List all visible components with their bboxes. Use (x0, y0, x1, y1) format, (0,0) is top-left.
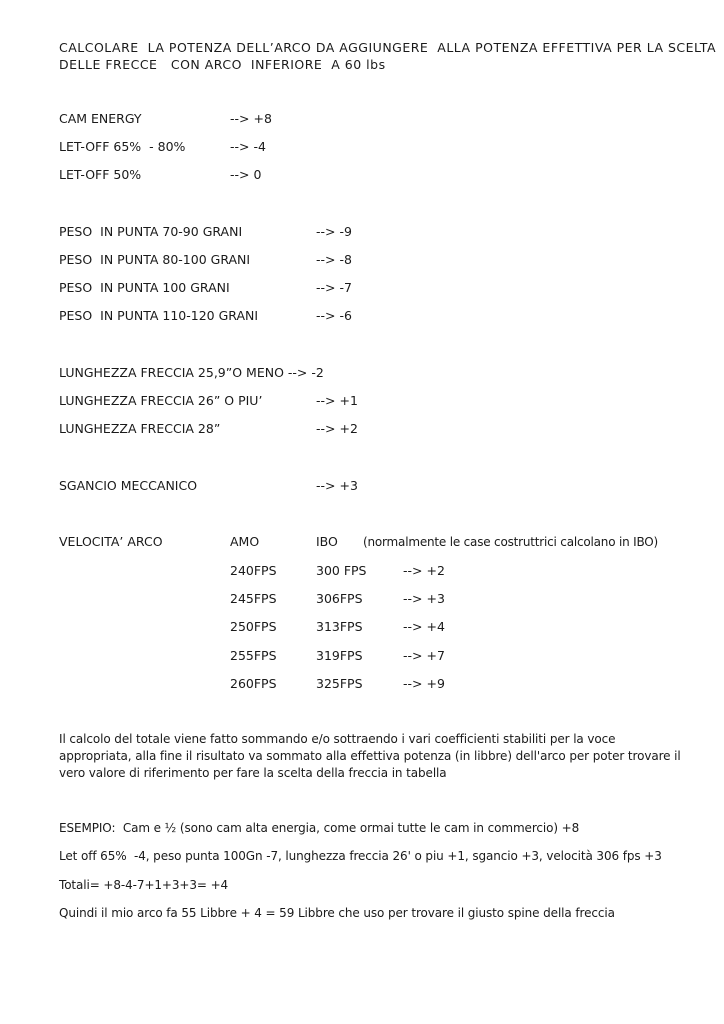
example-line-totals: Totali= +8-4-7+1+3+3= +4 (59, 878, 229, 892)
velocita-row-ibo: 306FPS (316, 591, 363, 606)
velocita-row-amo: 245FPS (230, 591, 277, 606)
letoff-65-80-value: --> -4 (230, 139, 266, 154)
cam-energy-value: --> +8 (230, 111, 272, 126)
velocita-row-value: --> +7 (403, 648, 445, 663)
velocita-row-ibo: 300 FPS (316, 563, 367, 578)
velocita-label: VELOCITA’ ARCO (59, 534, 163, 549)
velocita-row-ibo: 325FPS (316, 676, 363, 691)
explanation-paragraph: Il calcolo del totale viene fatto sommando e/o sottraendo i vari coefficienti stabiliti per la voce appropriata, alla fine il risultato va sommato alla effettiva potenza (in libbre) dell'arco per poter trovare il vero valore di riferimento per fare la scelta della freccia in tabella (59, 732, 681, 780)
lunghezza-26-label: LUNGHEZZA FRECCIA 26” O PIU’ (59, 393, 263, 408)
velocita-row-ibo: 319FPS (316, 648, 363, 663)
lunghezza-28-value: --> +2 (316, 421, 358, 436)
peso-70-90-label: PESO IN PUNTA 70-90 GRANI (59, 224, 243, 239)
velocita-row-amo: 240FPS (230, 563, 277, 578)
letoff-50-value: --> 0 (230, 167, 262, 182)
letoff-50-label: LET-OFF 50% (59, 167, 142, 182)
peso-80-100-label: PESO IN PUNTA 80-100 GRANI (59, 252, 251, 267)
example-line-conclusion: Quindi il mio arco fa 55 Libbre + 4 = 59 Libbre che uso per trovare il giusto spine della freccia (59, 906, 615, 920)
document-title-line-2: DELLE FRECCE CON ARCO INFERIORE A 60 lbs (59, 57, 386, 72)
peso-110-120-label: PESO IN PUNTA 110-120 GRANI (59, 308, 259, 323)
example-line-coefficients: Let off 65% -4, peso punta 100Gn -7, lunghezza freccia 26' o piu +1, sgancio +3, velocità 306 fps +3 (59, 849, 662, 863)
peso-80-100-value: --> -8 (316, 252, 352, 267)
velocita-row-value: --> +3 (403, 591, 445, 606)
velocita-row-value: --> +9 (403, 676, 445, 691)
example-line-cam: ESEMPIO: Cam e ½ (sono cam alta energia, come ormai tutte le cam in commercio) +8 (59, 821, 580, 835)
lunghezza-26-value: --> +1 (316, 393, 358, 408)
sgancio-label: SGANCIO MECCANICO (59, 478, 198, 493)
peso-100-label: PESO IN PUNTA 100 GRANI (59, 280, 230, 295)
velocita-row-ibo: 313FPS (316, 619, 363, 634)
cam-energy-label: CAM ENERGY (59, 111, 142, 126)
document-title-line-1: CALCOLARE LA POTENZA DELL’ARCO DA AGGIUNGERE ALLA POTENZA EFFETTIVA PER LA SCELTA (59, 40, 716, 55)
velocita-row-value: --> +4 (403, 619, 445, 634)
velocita-row-amo: 250FPS (230, 619, 277, 634)
peso-100-value: --> -7 (316, 280, 352, 295)
velocita-header-ibo: IBO (316, 534, 338, 549)
velocita-note: (normalmente le case costruttrici calcolano in IBO) (363, 535, 659, 549)
lunghezza-28-label: LUNGHEZZA FRECCIA 28” (59, 421, 221, 436)
lunghezza-25-9-label: LUNGHEZZA FRECCIA 25,9”O MENO --> -2 (59, 365, 324, 380)
peso-70-90-value: --> -9 (316, 224, 352, 239)
velocita-header-amo: AMO (230, 534, 260, 549)
letoff-65-80-label: LET-OFF 65% - 80% (59, 139, 186, 154)
sgancio-value: --> +3 (316, 478, 358, 493)
velocita-row-value: --> +2 (403, 563, 445, 578)
peso-110-120-value: --> -6 (316, 308, 352, 323)
velocita-row-amo: 255FPS (230, 648, 277, 663)
velocita-row-amo: 260FPS (230, 676, 277, 691)
